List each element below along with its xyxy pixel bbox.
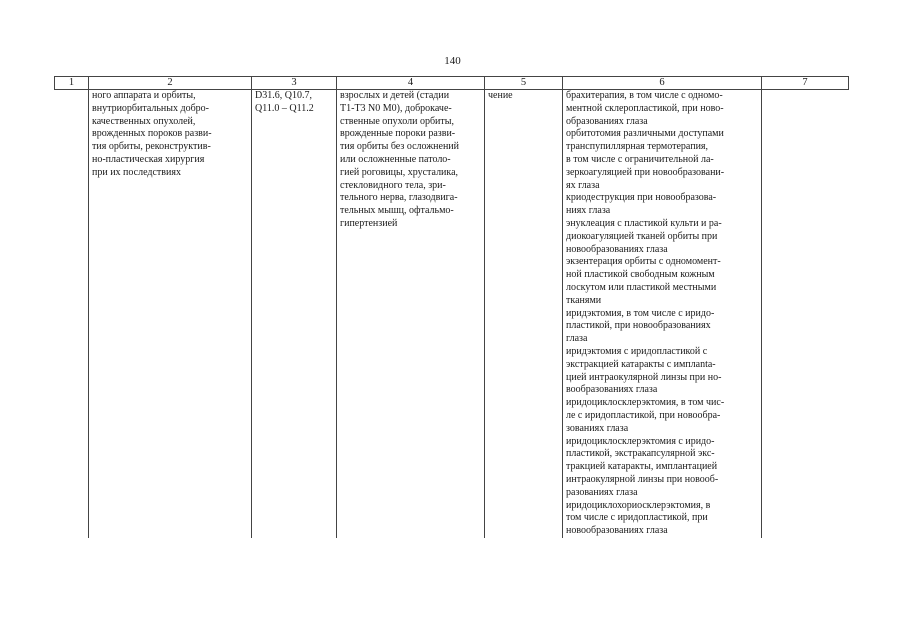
method-item: энуклеация с пластикой культи и ра- диокоагуляцией тканей орбиты при новообразованиях глаза bbox=[566, 217, 722, 255]
cell-treatment-type: чение bbox=[485, 90, 563, 538]
method-item: транспупиллярная термотерапия, в том числе с ограничительной ла- зеркоагуляцией при новообразовани- ях глаза bbox=[566, 141, 725, 191]
column-header: 5 bbox=[485, 77, 563, 90]
column-header: 4 bbox=[337, 77, 485, 90]
method-item: экзентерация орбиты с одномомент- ной пластикой свободным кожным лоскутом или пластикой местными тканями bbox=[566, 256, 721, 306]
column-header: 3 bbox=[252, 77, 337, 90]
cell-icd-codes: D31.6, Q10.7, Q11.0 – Q11.2 bbox=[252, 90, 337, 538]
method-item: иридэктомия, в том числе с иридо- пластикой, при новообразованиях глаза bbox=[566, 307, 715, 345]
method-item: криодеструкция при новообразова- ниях глаза bbox=[566, 192, 717, 217]
cell-cost bbox=[762, 90, 849, 538]
method-item: брахитерапия, в том числе с одномо- ментной склеропластикой, при ново- образованиях глаза bbox=[566, 90, 724, 127]
method-item: иридоциклосклерэктомия с иридо- пластикой, экстракапсулярной экс- тракцией катаракты, имплантацией интраокулярной линзы при новооб- разованиях глаза bbox=[566, 435, 719, 498]
cell-number bbox=[55, 90, 89, 538]
column-header: 6 bbox=[563, 77, 762, 90]
page-number: 140 bbox=[444, 55, 461, 67]
method-item: иридоциклохориосклерэктомия, в том числе с иридопластикой, при новообразованиях глаза bbox=[566, 499, 711, 537]
cell-patient-model: взрослых и детей (стадии T1-T3 N0 M0), доброкаче- ственные опухоли орбиты, врожденные пороки разви- тия орбиты без осложнений или осложненные патоло- гией роговицы, хрусталика, стекловидного тела, зри- тельного нерва, глазодвига- тельных мышц, офтальмо- гипертензией bbox=[337, 90, 485, 538]
cell-methods bbox=[563, 90, 762, 538]
column-header: 2 bbox=[89, 77, 252, 90]
header-row bbox=[55, 77, 849, 90]
method-item: иридэктомия с иридопластикой с экстракцией катаракты с имплanta- цией интраокулярной линзы при но- вообразованиях глаза bbox=[566, 345, 722, 396]
cell-profile: ного аппарата и орбиты, внутриорбитальных добро- качественных опухолей, врожденных пороков разви- тия орбиты, реконструктив- но-пластическая хирургия при их последствиях bbox=[89, 90, 252, 538]
treatment-table bbox=[54, 76, 849, 538]
table-row bbox=[55, 90, 849, 538]
column-header: 1 bbox=[55, 77, 89, 90]
column-header: 7 bbox=[762, 77, 849, 90]
method-item: иридоциклосклерэктомия, в том чис- ле с иридопластикой, при новообра- зованиях глаза bbox=[566, 397, 725, 434]
method-item: орбитотомия различными доступами bbox=[566, 128, 724, 140]
